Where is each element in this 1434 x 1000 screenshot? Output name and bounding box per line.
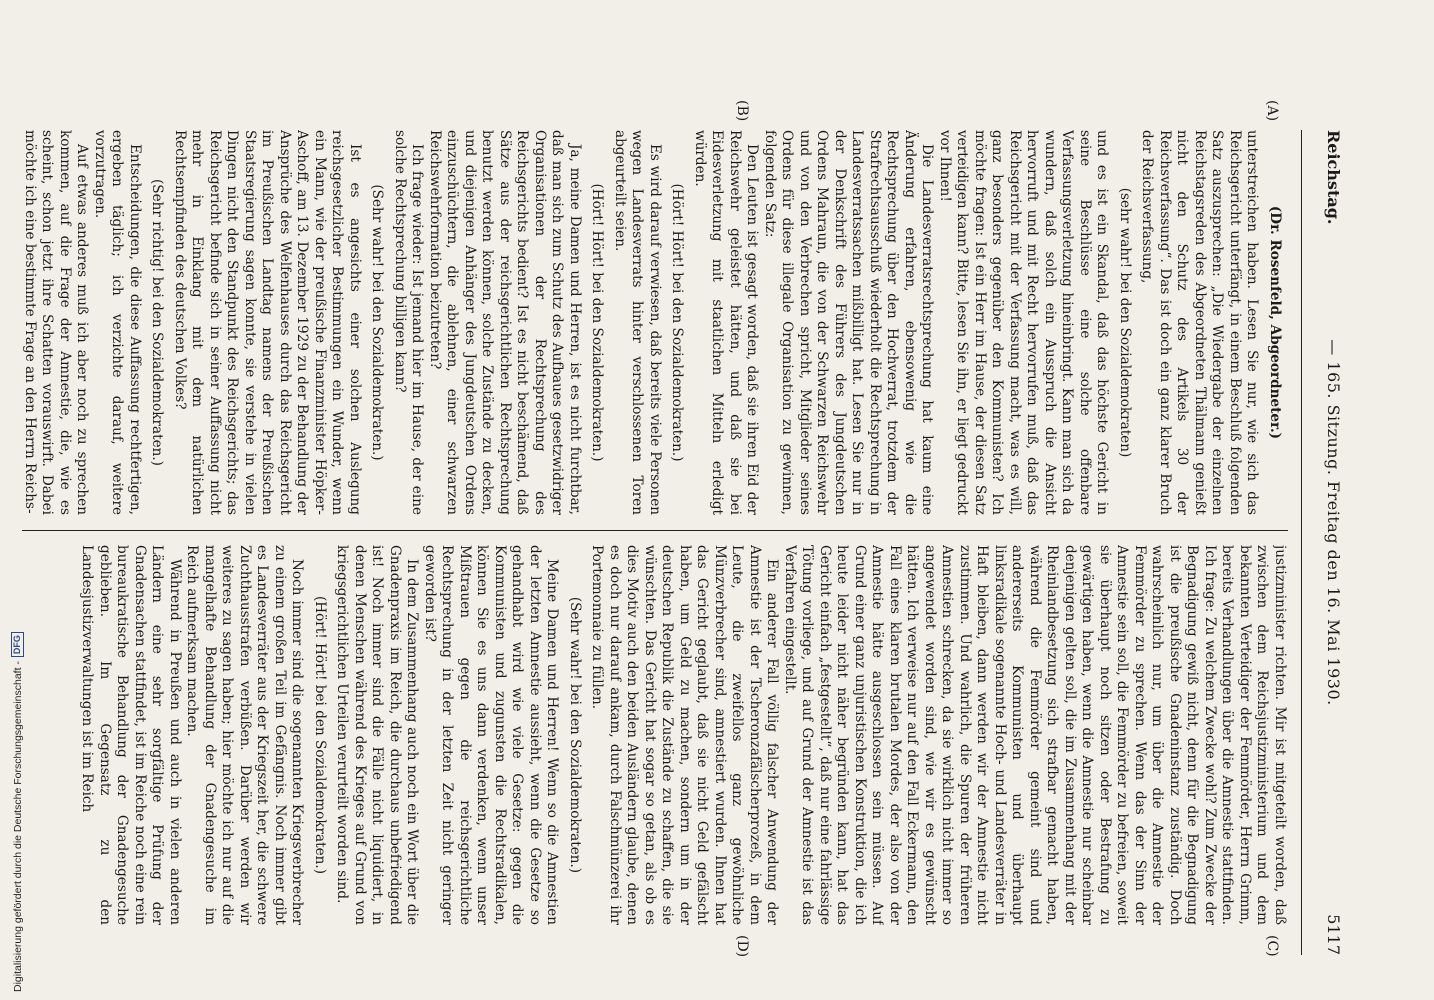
- digitization-footer: [11, 632, 24, 992]
- text-column-right: [18, 545, 1288, 925]
- interjection: (Hört! Hört! bei den Sozialdemokraten.): [589, 183, 606, 462]
- speaker-label: (Dr. Rosenfeld, Abgeordneter.): [1267, 205, 1283, 440]
- quote-paragraph: Den Leuten ist gesagt worden, daß sie ihren Eid der Reichswehr geleistet hätten, und daß sie bei Eidesverletzung mit staatlichen Mitteln erledigt würden.: [692, 130, 761, 515]
- header-title: Reichstag.: [1324, 130, 1343, 225]
- paragraph: Ist es angesichts einer solchen Auslegung reichsgesetzlicher Bestimmungen ein Wunder, wenn ein Mann, wie der preußische Finanzminister Höpker-Aschoff, am 13. Dezember 1929 zu der Behandlung der Ansprüche des Welfenhauses durch das Reichsgericht im Preußischen Landtag namens der Preußischen Staatsregierung sagen konnte, sie verstehe in vielen Dingen nicht den Standpunkt des Reichsgerichts; das Reichsgericht befinde sich in seiner Auffassung nicht mehr in Einklang mit dem natürlichen Rechtsempfinden des deutschen Volkes?: [172, 130, 363, 515]
- footer-text: Digitalisierung gefördert durch die Deutsche Forschungsgemeinschaft -: [11, 661, 24, 992]
- paragraph: und es ist ein Skandal, daß das höchste Gericht in seine Beschlüsse eine solche offenbare Verfassungsverletzung hineinbringt. Kann man sich da wundern, daß solch ein Ausspruch die Ansicht hervorruft und mit Recht hervorrufen muß, daß das Reichsgericht mit der Verfassung macht, was es will, ganz besonders gegenüber den Kommunisten? Ich möchte fragen: Ist ein Herr im Hause, der diesen Satz verteidigen kann? Bitte, lesen Sie ihn, er liegt gedruckt vor Ihnen!: [937, 130, 1111, 515]
- interjection: (Sehr richtig! bei den Sozialdemokraten.): [149, 179, 166, 466]
- paragraph: justizminister richten. Mir ist mitgeteilt worden, daß zwischen dem Reichsjustizministerium und dem bekannten Verteidiger der Femmörder, Herrn Grimm, bereits Verhandlungen über die Amnestie stattfinden. Ich frage: Zu welchem Zwecke wohl? Zum Zwecke der Begnadigung gewiß nicht, denn für die Begnadigung ist die preußische Gnadeninstanz zuständig. Doch wahrscheinlich nur, um über die Amnestie der Femmörder zu sprechen. Wenn das der Sinn der Amnestie sein soll, die Femmörder zu befreien, soweit sie überhaupt noch sitzen oder Bestrafung zu gewärtigen haben, wenn die Amnestie nur scheinbar denjenigen gelten soll, die im Zusammenhang mit der Rheinlandbesetzung sich strafbar gemacht haben, während die Femmörder gemeint sind und andererseits Kommunisten und überhaupt linksradikale sogenannte Hoch- und Landesverräter in Haft bleiben, dann werden wir der Amnestie nicht zustimmen. Und wahrlich, die Spuren der früheren Amnestien schrecken, da sie wirklich nicht immer so angewendet worden sind, wie wir es gewünscht hätten. Ich verweise nur auf den Fall Eckermann, den Fall eines klaren brutalen Mordes, der also von der Amnestie hätte ausgeschlossen sein müssen. Auf Grund einer ganz unjuristischen Konstruktion, die ich heute leider nicht näher begründen kann, hat das Gericht einfach „festgestellt“, daß nur eine fahrlässige Tötung vorliege, und auf Grund der Amnestie ist das Verfahren eingestellt.: [782, 545, 1288, 925]
- page-number: 5117: [1324, 914, 1343, 955]
- column-divider: [22, 530, 1288, 531]
- paragraph: Noch immer sind die sogenannten Kriegsverbrecher zu einem großen Teil im Gefängnis. Noch immer gibt es Landesverräter aus der Kriegszeit her, die schwere Zuchthausstrafen verbüßen. Darüber werden wir weiteres zu sagen haben; hier möchte ich nur auf die mangelhafte Behandlung der Gnadengesuche im Reich aufmerksam machen.: [184, 545, 306, 925]
- margin-marker-b: (B): [734, 100, 750, 122]
- margin-marker-d: (D): [734, 935, 750, 958]
- margin-marker-a: (A): [1264, 100, 1280, 122]
- paragraph: Während in Preußen und auch in vielen anderen Ländern eine sehr sorgfältige Prüfung der Gnadensachen stattfindet, ist im Reiche noch eine rein bureaukratische Behandlung der Gnadengesuche geblieben. Im Gegensatz zu den Landesjustizverwaltungen ist im Reich: [79, 545, 183, 925]
- interjection: (Hört! Hört! bei den Sozialdemokraten.): [312, 595, 328, 875]
- paragraph: Ein anderer Fall völlig falscher Anwendung der Amnestie ist der Tscheronzafälscherprozeß, in dem Leute, die zweifellos ganz gewöhnliche Münzverbrecher sind, amnestiert wurden. Ihnen hat das Gericht geglaubt, daß sie nicht Geld gefälscht haben, um Geld zu machen, sondern um in der deutschen Republik die Zustände zu schaffen, die sie wünschten. Das Gericht hat sogar so getan, als ob es dies Motiv auch den beiden Ausländern glaube, denen es doch nur darauf ankam, durch Falschmünzerei ihr Portemonnaie zu füllen.: [589, 545, 781, 925]
- paragraph: Ich frage wieder: Ist jemand hier im Hause, der eine solche Rechtsprechung billigen kann?: [392, 130, 426, 515]
- page-header: [1314, 130, 1342, 955]
- interjection: (Hört! Hört! bei den Sozialdemokraten.): [669, 183, 686, 462]
- paragraph: Meine Damen und Herren! Wenn so die Amnestien der letzten Amnestie aussieht, wenn die Gesetze so gehandhabt wird wie viele Gesetze: gegen die Kommunisten und zugunsten die Rechtsradikalen, können Sie es uns dann verdenken, wenn unser Mißtrauen gegen die reichsgerichtliche Rechtsprechung in der letzten Zeit nicht geringer geworden ist?: [422, 545, 561, 925]
- paragraph: Die Landesverratsrechtsprechung hat kaum eine Änderung erfahren, ebensowenig wie die Rechtsprechung über den Hochverrat, trotzdem der Strafrechtsausschuß wiederholt die Rechtsprechung in Landesverratssachen mißbilligt hat. Lesen Sie nur in der Denkschrift des Führers des Jungdeutschen Ordens Mahraun, die von der Schwarzen Reichswehr und von den Verbrechen spricht, Mitglieder seines Ordens für diese illegale Organisation zu gewinnen, folgenden Satz:: [762, 130, 936, 515]
- paragraph: Entscheidungen, die diese Auffassung rechtfertigen, ergeben täglich; ich verzichte darauf, weitere vorzutragen.: [92, 130, 143, 515]
- interjection: (Sehr wahr! bei den Sozialdemokraten.): [567, 596, 583, 874]
- paragraph: Ja, meine Damen und Herren, ist es nicht furchtbar, daß man sich zum Schutz des Aufbaues gesetzwidriger Organisationen der Rechtsprechung des Reichsgerichts bedient? Ist es nicht beschämend, daß Sätze aus der reichsgerichtlichen Rechtsprechung benutzt werden können, solche Zustände zu decken, und diejenigen Anhänger des Jungdeutschen Ordens einzuschüchtern, die ablehnen, einer schwarzen Reichswehrformation beizutreten?: [427, 130, 583, 515]
- quote-paragraph: Es wird darauf verwiesen, daß bereits viele Personen wegen Landesverrats hinter verschlossenen Toren abgeurteilt seien.: [612, 130, 663, 515]
- dfg-logo: DFG: [11, 632, 24, 657]
- header-session-date: — 165. Sitzung. Freitag den 16. Mai 1930.: [1324, 339, 1343, 706]
- interjection: (sehr wahr! bei den Sozialdemokraten): [1117, 187, 1133, 458]
- paragraph: unterstreichen haben. Lesen Sie nur, wie sich das Reichsgericht unterfängt, in einem Beschluß folgenden Satz auszusprechen: „Die Wiedergabe der einzelnen Reichstagsreden des Abgeordneten Thälmann genießt nicht den Schutz des Artikels 30 der Reichsverfassung“. Das ist doch ein ganz klarer Bruch der Reichsverfassung,: [1139, 130, 1261, 515]
- text-column-left: [18, 130, 1288, 515]
- margin-marker-c: (C): [1264, 935, 1280, 957]
- header-rule: [1301, 130, 1302, 955]
- paragraph: Auf etwas anderes muß ich aber noch zu sprechen kommen, auf die Frage der Amnestie, die, wie es scheint, schon jetzt ihre Schatten vorauswirft. Dabei möchte ich eine bestimmte Frage an den Herrn Reichs-: [22, 130, 91, 515]
- paragraph: In dem Zusammenhang auch noch ein Wort über die Gnadenpraxis im Reich, die durchaus unbefriedigend ist! Noch immer sind die Fälle nicht liquidiert, in denen Menschen während des Krieges auf Grund von kriegsgerichtlichen Urteilen verurteilt worden sind.: [334, 545, 421, 925]
- interjection: (Sehr wahr! bei den Sozialdemokraten.): [369, 184, 386, 461]
